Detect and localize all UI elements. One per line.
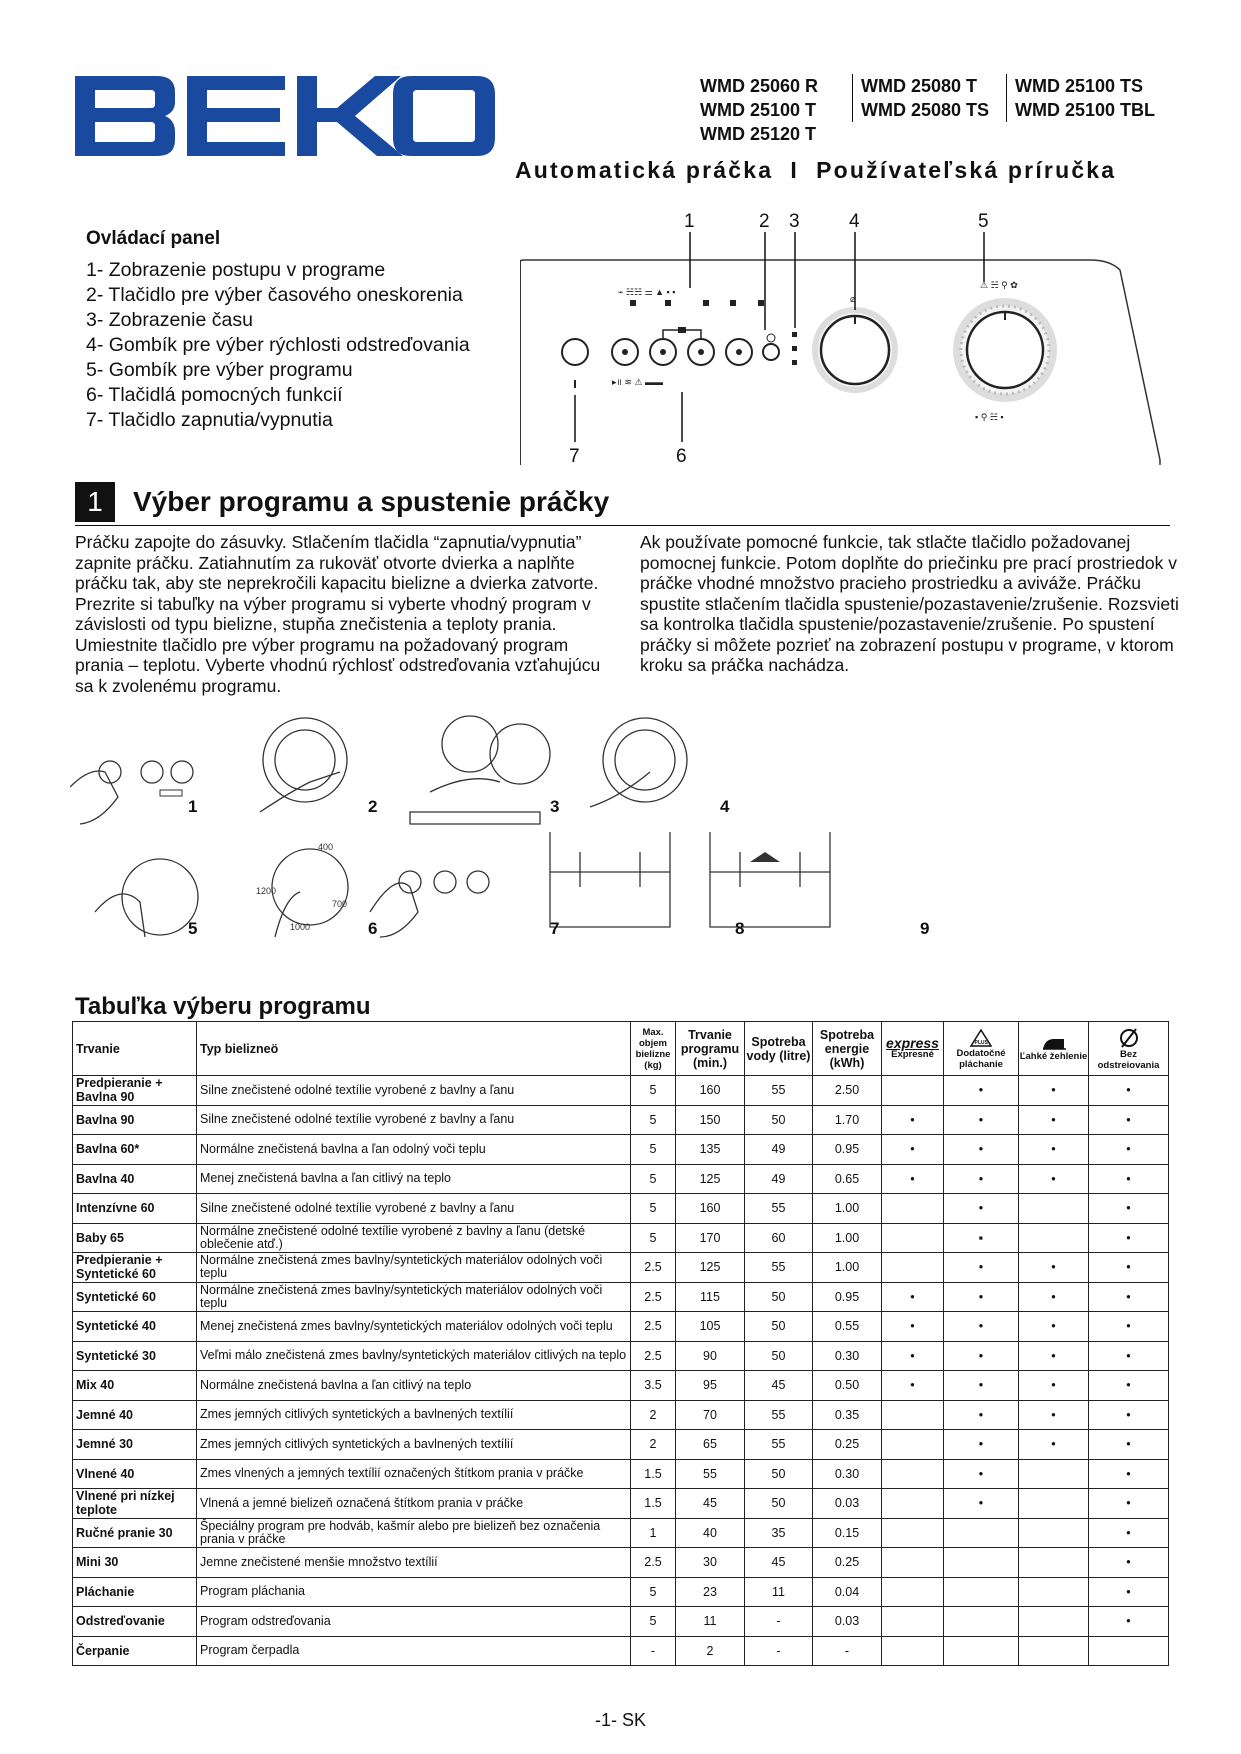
energy-consumption: 0.15	[813, 1518, 882, 1548]
easy-iron-option: •	[1019, 1135, 1089, 1165]
water-consumption: -	[745, 1636, 813, 1666]
easy-iron-option: •	[1019, 1312, 1089, 1342]
no-spin-option: •	[1089, 1489, 1169, 1519]
table-row	[73, 1607, 1169, 1637]
callout-4: 4	[849, 211, 860, 232]
instructions-right: Ak používate pomocné funkcie, tak stlačte tlačidlo požadovanej pomocnej funkcie. Potom doplňte do priečinku pre prací prostriedok v práčke vhodné množstvo pracieho prostriedku a aviváže. Práčku spustite stlačením tlačidla spustenie/pozastavenie/zrušenie. Rozsvieti sa kontrolka tlačidla spustenie/pozastavenie/zrušenie. Po spustení práčky si môžete pozrieť na zobrazení postupu v programe, v ktorom kroku sa práčka nachádza.	[640, 532, 1179, 675]
energy-consumption: 1.00	[813, 1253, 882, 1283]
duration: 125	[676, 1164, 745, 1194]
no-spin-option: •	[1089, 1164, 1169, 1194]
header-rinse-label: Dodatočné pláchanie	[956, 1047, 1006, 1070]
table-row	[73, 1164, 1169, 1194]
easy-iron-option: •	[1019, 1430, 1089, 1460]
no-spin-option: •	[1089, 1223, 1169, 1253]
program-name: Ručné pranie 30	[73, 1518, 197, 1548]
program-description: Normálne znečistené odolné textílie vyrobené z bavlny a ľanu (detské oblečenie atď.)	[197, 1223, 631, 1253]
max-load: 5	[631, 1164, 676, 1194]
legend-item: 3- Zobrazenie času	[86, 309, 253, 331]
program-name: Baby 65	[73, 1223, 197, 1253]
program-table	[72, 1021, 1169, 1666]
duration: 2	[676, 1636, 745, 1666]
water-consumption: 55	[745, 1400, 813, 1430]
easy-iron-option: •	[1019, 1282, 1089, 1312]
no-spin-option: •	[1089, 1607, 1169, 1637]
no-spin-option: •	[1089, 1548, 1169, 1578]
energy-consumption: 0.30	[813, 1341, 882, 1371]
extra-rinse-option: •	[944, 1341, 1019, 1371]
water-consumption: -	[745, 1607, 813, 1637]
control-panel-diagram	[520, 210, 1170, 475]
energy-consumption: 0.30	[813, 1459, 882, 1489]
express-option	[882, 1194, 944, 1224]
no-spin-option: •	[1089, 1430, 1169, 1460]
step-illustrations	[70, 712, 940, 942]
step-number: 8	[735, 919, 745, 938]
table-row	[73, 1577, 1169, 1607]
duration: 90	[676, 1341, 745, 1371]
table-row	[73, 1194, 1169, 1224]
table-row	[73, 1430, 1169, 1460]
max-load: 1.5	[631, 1459, 676, 1489]
express-option	[882, 1518, 944, 1548]
water-consumption: 50	[745, 1312, 813, 1342]
express-option	[882, 1253, 944, 1283]
water-consumption: 55	[745, 1430, 813, 1460]
max-load: 1.5	[631, 1489, 676, 1519]
water-consumption: 50	[745, 1341, 813, 1371]
step-number: 4	[720, 797, 730, 816]
energy-consumption: 0.25	[813, 1548, 882, 1578]
no-spin-option: •	[1089, 1194, 1169, 1224]
header-nospin-label: Bez odstreiovania	[1097, 1048, 1160, 1071]
header-extra-rinse	[944, 1022, 1019, 1076]
step-number: 2	[368, 797, 378, 816]
duration: 65	[676, 1430, 745, 1460]
max-load: 2	[631, 1430, 676, 1460]
no-spin-option: •	[1089, 1400, 1169, 1430]
program-description: Normálne znečistená zmes bavlny/syntetických materiálov odolných voči teplu	[197, 1282, 631, 1312]
energy-consumption: 0.65	[813, 1164, 882, 1194]
no-spin-option	[1089, 1636, 1169, 1666]
callout-2: 2	[759, 211, 770, 232]
energy-consumption: 0.95	[813, 1135, 882, 1165]
program-description: Veľmi málo znečistená zmes bavlny/syntetických materiálov citlivých na teplo	[197, 1341, 631, 1371]
header-no-spin	[1089, 1022, 1169, 1076]
program-name: Mix 40	[73, 1371, 197, 1401]
table-title: Tabuľka výberu programu	[75, 993, 371, 1020]
extra-rinse-option: •	[944, 1459, 1019, 1489]
table-row	[73, 1135, 1169, 1165]
easy-iron-option: •	[1019, 1400, 1089, 1430]
express-option	[882, 1548, 944, 1578]
step-number: 9	[920, 919, 930, 938]
page-footer: -1- SK	[594, 1710, 646, 1730]
spin-label: 400	[318, 842, 334, 852]
header-express	[882, 1022, 944, 1076]
program-name: Intenzívne 60	[73, 1194, 197, 1224]
program-description: Normálne znečistená bavlna a ľan odolný voči teplu	[197, 1135, 631, 1165]
max-load: 2.5	[631, 1548, 676, 1578]
extra-rinse-option: •	[944, 1135, 1019, 1165]
no-spin-icon	[1118, 1027, 1140, 1049]
callout-1: 1	[684, 211, 695, 232]
express-option: •	[882, 1282, 944, 1312]
program-name: Syntetické 60	[73, 1282, 197, 1312]
header-energy: Spotreba energie (kWh)	[813, 1022, 882, 1076]
beko-logo	[75, 76, 495, 156]
easy-iron-option	[1019, 1577, 1089, 1607]
water-consumption: 50	[745, 1282, 813, 1312]
program-name: Čerpanie	[73, 1636, 197, 1666]
easy-iron-option: •	[1019, 1164, 1089, 1194]
extra-rinse-icon	[969, 1028, 993, 1048]
extra-rinse-option: •	[944, 1164, 1019, 1194]
table-row	[73, 1341, 1169, 1371]
express-option: •	[882, 1105, 944, 1135]
program-description: Normálne znečistená bavlna a ľan citlivý na teplo	[197, 1371, 631, 1401]
duration: 95	[676, 1371, 745, 1401]
no-spin-option: •	[1089, 1076, 1169, 1106]
water-consumption: 50	[745, 1489, 813, 1519]
no-spin-option: •	[1089, 1459, 1169, 1489]
callout-3: 3	[789, 211, 800, 232]
water-consumption: 45	[745, 1548, 813, 1578]
program-description: Špeciálny program pre hodváb, kašmír alebo pre bielizeň bez označenia prania v práčke	[197, 1518, 631, 1548]
model-name: WMD 25080 TS	[861, 100, 990, 120]
water-consumption: 45	[745, 1371, 813, 1401]
extra-rinse-option: ▪	[944, 1223, 1019, 1253]
instructions-left: Práčku zapojte do zásuvky. Stlačením tlačidla “zapnutia/vypnutia” zapnite práčku. Zatiahnutím za rukoväť otvorte dvierka a naplňte práčku tak, aby ste neprekročili kapacitu bielizne a dvierka zatvorte. Prezrite si tabuľky na výber programu si vyberte vhodný program v závislosti od typu bielizne, stupňa znečistenia a teploty prania. Umiestnite tlačidlo pre výber programu na požadovaný program prania – teplotu. Vyberte vhodnú rýchlosť odstreďovania vzťahujúcu sa k zvolenému programu.	[75, 532, 601, 696]
extra-rinse-option: •	[944, 1076, 1019, 1106]
no-spin-option: •	[1089, 1253, 1169, 1283]
svg-text:⌁ ☵☵ ⚌ ▲ ▪ ▪: ⌁ ☵☵ ⚌ ▲ ▪ ▪	[618, 287, 676, 297]
water-consumption: 55	[745, 1194, 813, 1224]
table-row	[73, 1400, 1169, 1430]
duration: 55	[676, 1459, 745, 1489]
table-row	[73, 1518, 1169, 1548]
max-load: -	[631, 1636, 676, 1666]
step-number: 7	[550, 919, 560, 938]
no-spin-option: •	[1089, 1518, 1169, 1548]
model-column-2	[852, 74, 1002, 122]
extra-rinse-option	[944, 1577, 1019, 1607]
program-description: Program odstreďovania	[197, 1607, 631, 1637]
energy-consumption: 0.50	[813, 1371, 882, 1401]
header-easy-iron	[1019, 1022, 1089, 1076]
easy-iron-option	[1019, 1607, 1089, 1637]
extra-rinse-option: •	[944, 1105, 1019, 1135]
program-description: Silne znečistené odolné textílie vyrobené z bavlny a ľanu	[197, 1194, 631, 1224]
duration: 40	[676, 1518, 745, 1548]
program-name: Syntetické 30	[73, 1341, 197, 1371]
easy-iron-option: •	[1019, 1253, 1089, 1283]
energy-consumption: 1.70	[813, 1105, 882, 1135]
max-load: 5	[631, 1223, 676, 1253]
express-option	[882, 1076, 944, 1106]
program-name: Bavlna 60*	[73, 1135, 197, 1165]
legend-item: 5- Gombík pre výber programu	[86, 359, 353, 381]
max-load: 2.5	[631, 1253, 676, 1283]
express-option: •	[882, 1312, 944, 1342]
program-name: Vlnené pri nízkej teplote	[73, 1489, 197, 1519]
step-number: 3	[550, 797, 560, 816]
duration: 23	[676, 1577, 745, 1607]
extra-rinse-option: •	[944, 1371, 1019, 1401]
extra-rinse-option: •	[944, 1253, 1019, 1283]
extra-rinse-option: •	[944, 1194, 1019, 1224]
energy-consumption: 0.03	[813, 1489, 882, 1519]
express-option: •	[882, 1341, 944, 1371]
easy-iron-option: •	[1019, 1371, 1089, 1401]
program-description: Menej znečistená bavlna a ľan citlivý na teplo	[197, 1164, 631, 1194]
header-max-load: Max. objem bielizne (kg)	[631, 1022, 676, 1076]
model-name: WMD 25100 TBL	[1015, 100, 1156, 120]
energy-consumption: 1.00	[813, 1223, 882, 1253]
energy-consumption: 2.50	[813, 1076, 882, 1106]
no-spin-option: •	[1089, 1341, 1169, 1371]
duration: 30	[676, 1548, 745, 1578]
table-row	[73, 1636, 1169, 1666]
duration: 105	[676, 1312, 745, 1342]
max-load: 1	[631, 1518, 676, 1548]
spin-label: 700	[332, 899, 348, 909]
table-row	[73, 1105, 1169, 1135]
express-option: •	[882, 1135, 944, 1165]
program-description: Silne znečistené odolné textílie vyrobené z bavlny a ľanu	[197, 1105, 631, 1135]
model-name: WMD 25100 TS	[1015, 76, 1144, 96]
max-load: 2.5	[631, 1312, 676, 1342]
duration: 70	[676, 1400, 745, 1430]
callout-5: 5	[978, 211, 989, 232]
energy-consumption: 0.03	[813, 1607, 882, 1637]
header-water: Spotreba vody (litre)	[745, 1022, 813, 1076]
easy-iron-option	[1019, 1194, 1089, 1224]
table-row	[73, 1253, 1169, 1283]
program-name: Jemné 40	[73, 1400, 197, 1430]
spin-label: 1000	[290, 922, 311, 932]
header-express-label: Expresné	[891, 1048, 934, 1060]
legend-item: 2- Tlačidlo pre výber časového oneskorenia	[86, 284, 463, 306]
easy-iron-option	[1019, 1548, 1089, 1578]
duration: 160	[676, 1076, 745, 1106]
max-load: 5	[631, 1076, 676, 1106]
water-consumption: 49	[745, 1135, 813, 1165]
duration: 115	[676, 1282, 745, 1312]
duration: 45	[676, 1489, 745, 1519]
program-description: Vlnená a jemné bielizeň označená štítkom prania v práčke	[197, 1489, 631, 1519]
legend-item: 4- Gombík pre výber rýchlosti odstreďovania	[86, 334, 470, 356]
extra-rinse-option: •	[944, 1282, 1019, 1312]
no-spin-option: •	[1089, 1282, 1169, 1312]
extra-rinse-option: •	[944, 1312, 1019, 1342]
water-consumption: 50	[745, 1105, 813, 1135]
energy-consumption: 0.95	[813, 1282, 882, 1312]
model-column-1	[700, 74, 845, 146]
model-name: WMD 25100 T	[700, 100, 817, 120]
program-table-body	[73, 1076, 1169, 1666]
water-consumption: 11	[745, 1577, 813, 1607]
max-load: 3.5	[631, 1371, 676, 1401]
legend-item: 7- Tlačidlo zapnutia/vypnutia	[86, 409, 333, 431]
document-subtitle: Automatická práčka I Používateľská príručka	[515, 157, 1117, 183]
model-name: WMD 25080 T	[861, 76, 978, 96]
easy-iron-option: •	[1019, 1341, 1089, 1371]
water-consumption: 60	[745, 1223, 813, 1253]
duration: 170	[676, 1223, 745, 1253]
program-name: Pláchanie	[73, 1577, 197, 1607]
express-option	[882, 1607, 944, 1637]
table-row	[73, 1223, 1169, 1253]
program-name: Bavlna 40	[73, 1164, 197, 1194]
duration: 125	[676, 1253, 745, 1283]
section-title: Výber programu a spustenie práčky	[133, 486, 610, 517]
no-spin-option: •	[1089, 1577, 1169, 1607]
express-option	[882, 1459, 944, 1489]
duration: 135	[676, 1135, 745, 1165]
section-number: 1	[75, 482, 115, 522]
energy-consumption: 1.00	[813, 1194, 882, 1224]
extra-rinse-option: •	[944, 1400, 1019, 1430]
water-consumption: 55	[745, 1076, 813, 1106]
table-row	[73, 1312, 1169, 1342]
iron-icon	[1040, 1035, 1068, 1051]
extra-rinse-option	[944, 1518, 1019, 1548]
svg-text:⚠ ☵ ⚲ ✿: ⚠ ☵ ⚲ ✿	[980, 280, 1018, 290]
model-name: WMD 25060 R	[700, 76, 819, 96]
control-panel-legend	[86, 228, 470, 433]
table-row	[73, 1076, 1169, 1106]
svg-text:▪ ⚲ ☵ ▪: ▪ ⚲ ☵ ▪	[975, 412, 1004, 422]
callout-6: 6	[676, 446, 687, 467]
header-program: Trvanie	[73, 1022, 197, 1076]
water-consumption: 49	[745, 1164, 813, 1194]
express-icon: express	[886, 1034, 939, 1051]
duration: 160	[676, 1194, 745, 1224]
spin-label: 1200	[256, 886, 277, 896]
header-duration: Trvanie programu (min.)	[676, 1022, 745, 1076]
energy-consumption: 0.04	[813, 1577, 882, 1607]
section-header	[75, 482, 1170, 526]
program-name: Predpieranie + Syntetické 60	[73, 1253, 197, 1283]
max-load: 5	[631, 1577, 676, 1607]
program-description: Normálne znečistená zmes bavlny/syntetických materiálov odolných voči teplu	[197, 1253, 631, 1283]
max-load: 2.5	[631, 1341, 676, 1371]
express-option	[882, 1636, 944, 1666]
max-load: 5	[631, 1194, 676, 1224]
program-description: Program čerpadla	[197, 1636, 631, 1666]
water-consumption: 35	[745, 1518, 813, 1548]
express-option	[882, 1400, 944, 1430]
model-column-3	[1006, 74, 1176, 122]
express-option	[882, 1223, 944, 1253]
svg-text:▸॥ ≋ ⚠ ▬▬: ▸॥ ≋ ⚠ ▬▬	[612, 377, 664, 387]
table-row	[73, 1282, 1169, 1312]
program-name: Vlnené 40	[73, 1459, 197, 1489]
program-description: Zmes jemných citlivých syntetických a bavlnených textílií	[197, 1430, 631, 1460]
program-description: Jemne znečistené menšie množstvo textílií	[197, 1548, 631, 1578]
program-name: Bavlna 90	[73, 1105, 197, 1135]
extra-rinse-option: •	[944, 1489, 1019, 1519]
program-name: Syntetické 40	[73, 1312, 197, 1342]
extra-rinse-option	[944, 1548, 1019, 1578]
table-header-row	[73, 1022, 1169, 1076]
header-type: Typ bielizneö	[197, 1022, 631, 1076]
express-option	[882, 1577, 944, 1607]
extra-rinse-option	[944, 1636, 1019, 1666]
program-description: Silne znečistené odolné textílie vyrobené z bavlny a ľanu	[197, 1076, 631, 1106]
no-spin-option: •	[1089, 1135, 1169, 1165]
no-spin-option: •	[1089, 1312, 1169, 1342]
extra-rinse-option: •	[944, 1430, 1019, 1460]
program-name: Odstreďovanie	[73, 1607, 197, 1637]
max-load: 5	[631, 1135, 676, 1165]
express-option	[882, 1489, 944, 1519]
table-row	[73, 1489, 1169, 1519]
rinse-plus-label: PLUS	[974, 1039, 988, 1046]
energy-consumption: -	[813, 1636, 882, 1666]
max-load: 5	[631, 1607, 676, 1637]
header-iron-label: Ľahké žehlenie	[1019, 1051, 1088, 1062]
control-panel-title: Ovládací panel	[86, 228, 221, 249]
max-load: 2	[631, 1400, 676, 1430]
program-description: Menej znečistená zmes bavlny/syntetických materiálov odolných voči teplu	[197, 1312, 631, 1342]
model-name: WMD 25120 T	[700, 124, 817, 144]
easy-iron-option	[1019, 1489, 1089, 1519]
program-name: Mini 30	[73, 1548, 197, 1578]
step-number: 6	[368, 919, 378, 938]
callout-7: 7	[569, 446, 580, 467]
legend-item: 6- Tlačidlá pomocných funkcií	[86, 384, 343, 406]
legend-item: 1- Zobrazenie postupu v programe	[86, 259, 386, 281]
express-option: •	[882, 1371, 944, 1401]
energy-consumption: 0.25	[813, 1430, 882, 1460]
program-description: Zmes vlnených a jemných textílií označených štítkom prania v práčke	[197, 1459, 631, 1489]
energy-consumption: 0.55	[813, 1312, 882, 1342]
max-load: 2.5	[631, 1282, 676, 1312]
table-row	[73, 1459, 1169, 1489]
table-row	[73, 1548, 1169, 1578]
no-spin-option: •	[1089, 1371, 1169, 1401]
program-description: Zmes jemných citlivých syntetických a bavlnených textílií	[197, 1400, 631, 1430]
program-name: Jemné 30	[73, 1430, 197, 1460]
easy-iron-option: •	[1019, 1105, 1089, 1135]
easy-iron-option	[1019, 1459, 1089, 1489]
water-consumption: 50	[745, 1459, 813, 1489]
step-number: 5	[188, 919, 198, 938]
step-number: 1	[188, 797, 198, 816]
express-option	[882, 1430, 944, 1460]
max-load: 5	[631, 1105, 676, 1135]
program-name: Predpieranie + Bavlna 90	[73, 1076, 197, 1106]
easy-iron-option	[1019, 1223, 1089, 1253]
extra-rinse-option	[944, 1607, 1019, 1637]
easy-iron-option	[1019, 1518, 1089, 1548]
energy-consumption: 0.35	[813, 1400, 882, 1430]
express-option: •	[882, 1164, 944, 1194]
water-consumption: 55	[745, 1253, 813, 1283]
duration: 150	[676, 1105, 745, 1135]
easy-iron-option: •	[1019, 1076, 1089, 1106]
easy-iron-option	[1019, 1636, 1089, 1666]
svg-text:⌀: ⌀	[850, 294, 857, 305]
duration: 11	[676, 1607, 745, 1637]
no-spin-option: •	[1089, 1105, 1169, 1135]
table-row	[73, 1371, 1169, 1401]
program-description: Program pláchania	[197, 1577, 631, 1607]
